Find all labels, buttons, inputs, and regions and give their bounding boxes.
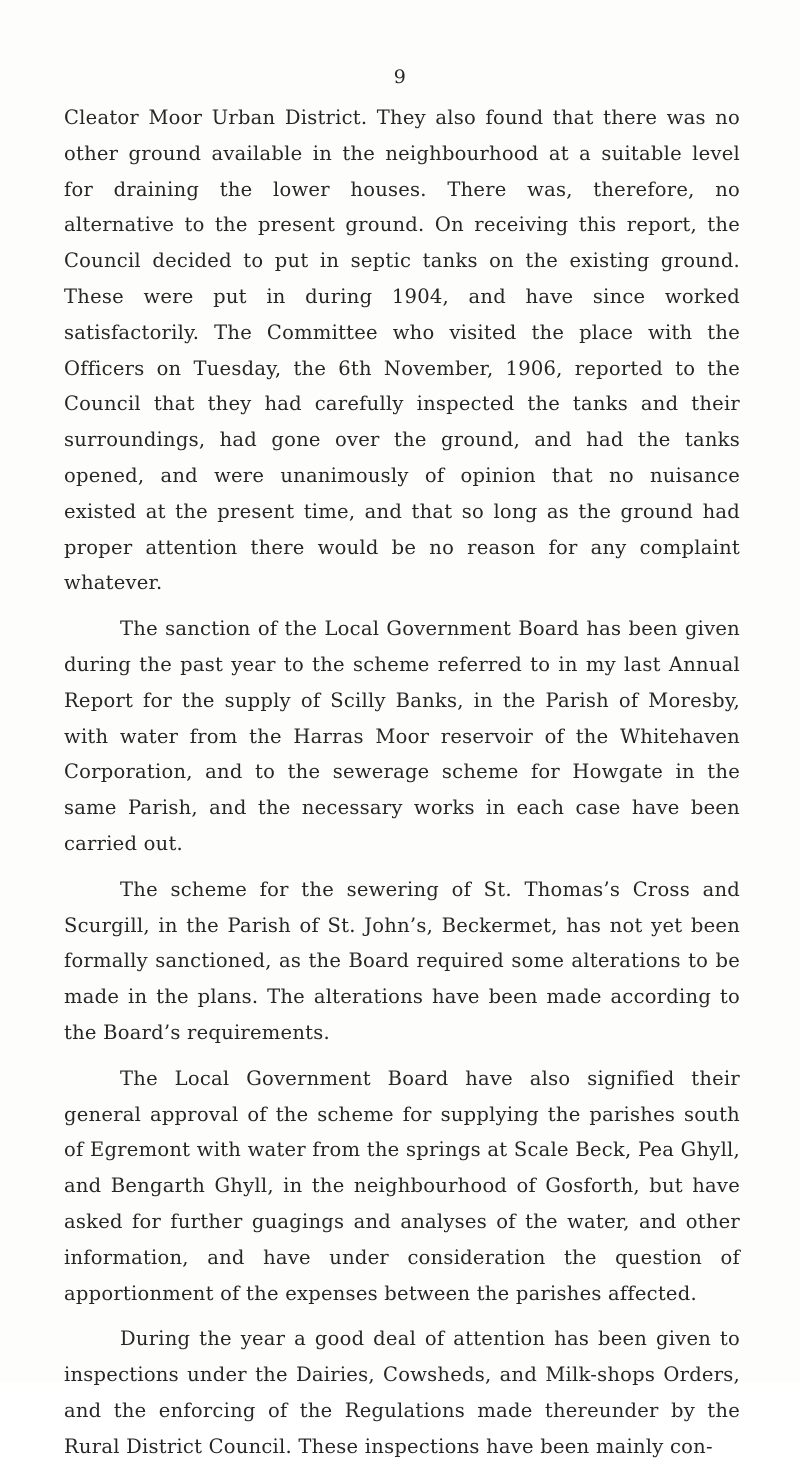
page-number: 9 xyxy=(393,66,407,88)
paragraph-egremont-water: The Local Government Board have also signified their general approval of the scheme for supplying the parishes south of Egremont with water from the springs at Scale Beck, Pea Ghyll, and Bengarth Ghyll, in the neighbourhood of Gosforth, but have asked for further guagings and analyses of the water, and other information, and have under consideration the question of apportionment of the expenses between the parishes affected. xyxy=(64,1066,740,1305)
paragraph-sewering-scheme: The scheme for the sewering of St. Thomas’s Cross and Scurgill, in the Parish of St. John’s, Beckermet, has not yet been formally sanctioned, as the Board required some alterations to be made in the plans. The alterations have been made according to the Board’s requirements. xyxy=(64,877,740,1044)
paragraph-cleator-moor: Cleator Moor Urban District. They also found that there was no other ground available in the neighbourhood at a suitable level for draining the lower houses. There was, therefore, no alternative to the present ground. On receiving this report, the Council decided to put in septic tanks on the existing ground. These were put in during 1904, and have since worked satisfactorily. The Committee who visited the place with the Officers on Tuesday, the 6th November, 1906, reported to the Council that they had carefully inspected the tanks and their surroundings, had gone over the ground, and had the tanks opened, and were unanimously of opinion that no nuisance existed at the present time, and that so long as the ground had proper attention there would be no reason for any complaint whatever. xyxy=(64,106,740,595)
paragraph-dairies-inspections: During the year a good deal of attention has been given to inspections under the Dairies, Cowsheds, and Milk-shops Orders, and the enforcing of the Regulations made thereunder by the Rural District Council. These inspections have been mainly con- xyxy=(64,1327,740,1458)
paragraph-water-supply-sanction: The sanction of the Local Government Board has been given during the past year to the scheme referred to in my last Annual Report for the supply of Scilly Banks, in the Parish of Moresby, with water from the Harras Moor reservoir of the Whitehaven Corporation, and to the sewerage scheme for Howgate in the same Parish, and the necessary works in each case have been carried out. xyxy=(64,617,740,855)
body-text xyxy=(64,100,740,1464)
